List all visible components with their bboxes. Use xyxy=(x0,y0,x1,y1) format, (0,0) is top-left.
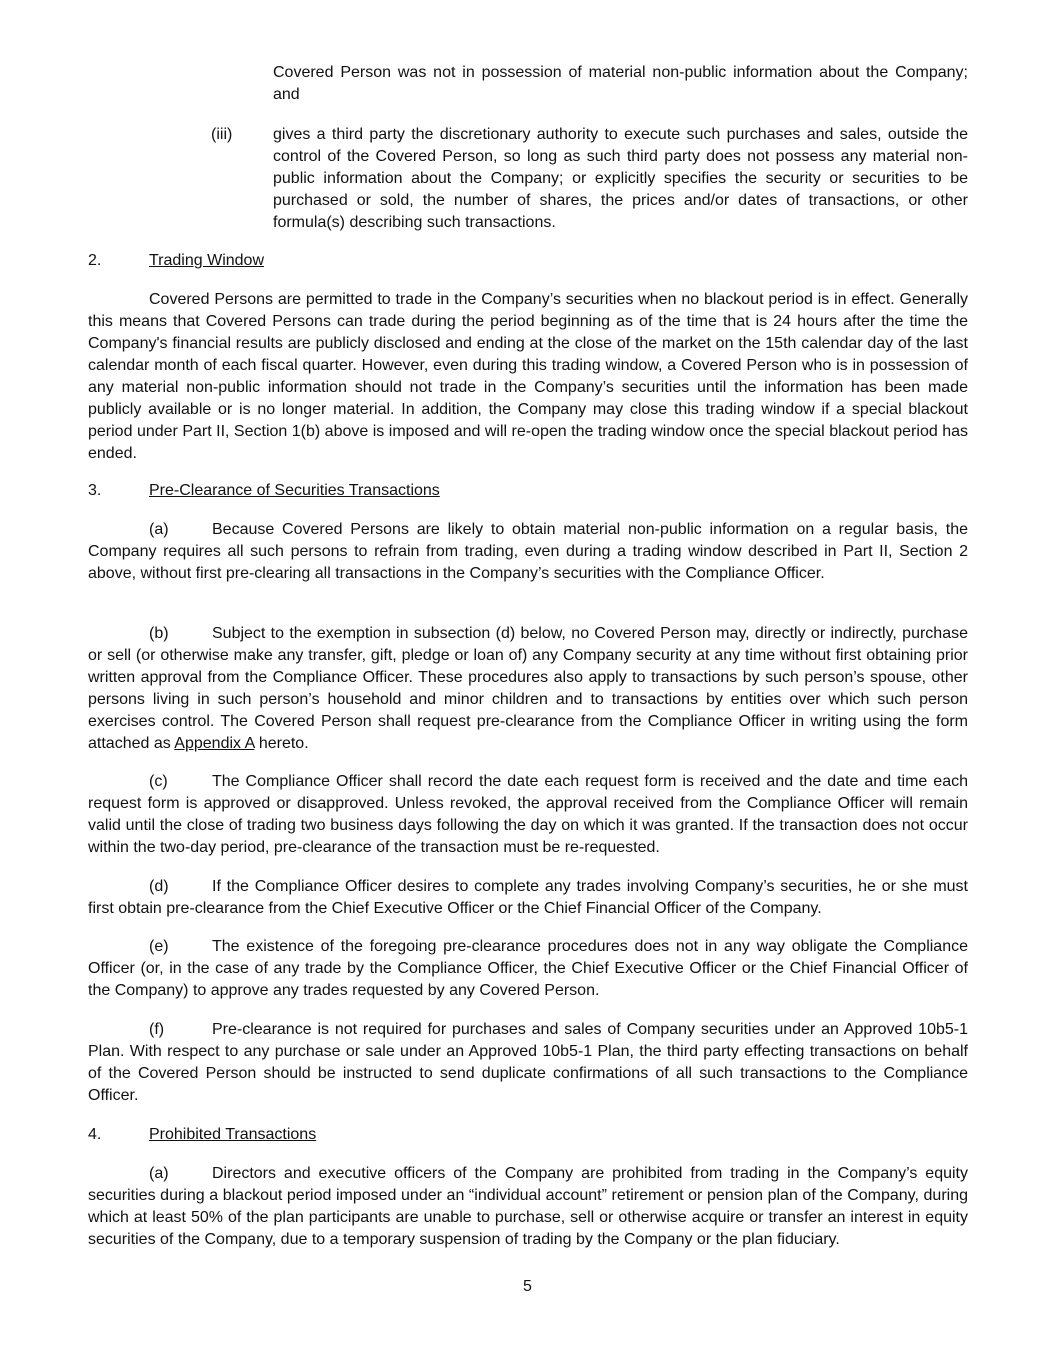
section-3b-text-end: hereto. xyxy=(258,735,309,752)
section-3c-text: The Compliance Officer shall record the date each request form is received and the date and time each request form is approved or disapproved. Unless revoked, the approval received from the Compliance Officer will remain valid until the close of trading two business days following the day on which it was granted. If the transaction does not occur within the two-day period, pre-clearance of the transaction must be re-requested. xyxy=(88,773,968,856)
section-3f-label: (f) xyxy=(149,1021,165,1038)
section-4a-label: (a) xyxy=(149,1165,169,1182)
section-3d-paragraph xyxy=(88,876,968,920)
section-4-heading xyxy=(88,1124,316,1146)
section-3a-paragraph xyxy=(88,519,968,585)
section-3d-text: If the Compliance Officer desires to complete any trades involving Company’s securities, he or she must first obtain pre-clearance from the Chief Executive Officer or the Chief Financial Officer of the Company. xyxy=(88,878,968,917)
page-number: 5 xyxy=(523,1278,532,1295)
section-3-number: 3. xyxy=(88,482,102,499)
section-3e-text: The existence of the foregoing pre-clearance procedures does not in any way obligate the Compliance Officer (or, in the case of any trade by the Compliance Officer, the Chief Executive Officer or the Chief Financial Officer of the Company) to approve any trades requested by any Covered Person. xyxy=(88,938,968,999)
section-2-paragraph xyxy=(88,289,968,465)
section-2-heading xyxy=(88,250,264,272)
section-3b-paragraph xyxy=(88,623,968,755)
appendix-a-link[interactable]: Appendix A xyxy=(174,735,255,752)
item-iii-label: (iii) xyxy=(211,126,233,143)
section-3f-paragraph xyxy=(88,1019,968,1107)
section-3c-label: (c) xyxy=(149,773,168,790)
section-2-number: 2. xyxy=(88,252,102,269)
section-4a-paragraph xyxy=(88,1163,968,1251)
section-3b-text: Subject to the exemption in subsection (d) below, no Covered Person may, directly or indirectly, purchase or sell (or otherwise make any transfer, gift, pledge or loan of) any Company security at any time without first obtaining prior written approval from the Compliance Officer. These procedures also apply to transactions by such person’s spouse, other persons living in such person’s household and minor children and to transactions by entities over which such person exercises control. The Covered Person shall request pre-clearance from the Compliance Officer in writing using the form attached as xyxy=(88,625,968,752)
section-4-number: 4. xyxy=(88,1126,102,1143)
section-2-text: Covered Persons are permitted to trade in the Company’s securities when no blackout period is in effect. Generally this means that Covered Persons can trade during the period beginning as of the time that is 24 hours after the time the Company's financial results are publicly disclosed and ending at the close of the market on the 15th calendar day of the last calendar month of each fiscal quarter. However, even during this trading window, a Covered Person who is in possession of any material non-public information should not trade in the Company’s securities until the information has been made publicly available or is no longer material. In addition, the Company may close this trading window if a special blackout period under Part II, Section 1(b) above is imposed and will re-open the trading window once the special blackout period has ended. xyxy=(88,291,968,462)
section-4-title: Prohibited Transactions xyxy=(149,1126,317,1143)
section-3f-text: Pre-clearance is not required for purchases and sales of Company securities under an Approved 10b5-1 Plan. With respect to any purchase or sale under an Approved 10b5-1 Plan, the third party effecting transactions on behalf of the Covered Person should be instructed to send duplicate confirmations of all such transactions to the Compliance Officer. xyxy=(88,1021,968,1104)
item-iii-text: gives a third party the discretionary authority to execute such purchases and sales, outside the control of the Covered Person, so long as such third party does not possess any material non-public information about the Company; or explicitly specifies the security or securities to be purchased or sold, the number of shares, the prices and/or dates of transactions, or other formula(s) describing such transactions. xyxy=(273,126,968,231)
section-3c-paragraph xyxy=(88,771,968,859)
section-3-heading xyxy=(88,480,440,502)
section-3-title: Pre-Clearance of Securities Transactions xyxy=(149,482,440,499)
section-3d-label: (d) xyxy=(149,878,169,895)
continued-item-text: Covered Person was not in possession of material non-public information about the Company; and xyxy=(273,64,968,103)
section-3a-text: Because Covered Persons are likely to obtain material non-public information on a regular basis, the Company requires all such persons to refrain from trading, even during a trading window described in Part II, Section 2 above, without first pre-clearing all transactions in the Company’s securities with the Compliance Officer. xyxy=(88,521,968,582)
section-3b-label: (b) xyxy=(149,625,169,642)
section-3e-label: (e) xyxy=(149,938,169,955)
section-4a-text: Directors and executive officers of the Company are prohibited from trading in the Company’s equity securities during a blackout period imposed under an “individual account” retirement or pension plan of the Company, during which at least 50% of the plan participants are unable to purchase, sell or otherwise acquire or transfer an interest in equity securities of the Company, due to a temporary suspension of trading by the Company or the plan fiduciary. xyxy=(88,1165,968,1248)
section-3a-label: (a) xyxy=(149,521,169,538)
section-3e-paragraph xyxy=(88,936,968,1002)
section-2-title: Trading Window xyxy=(149,252,265,269)
